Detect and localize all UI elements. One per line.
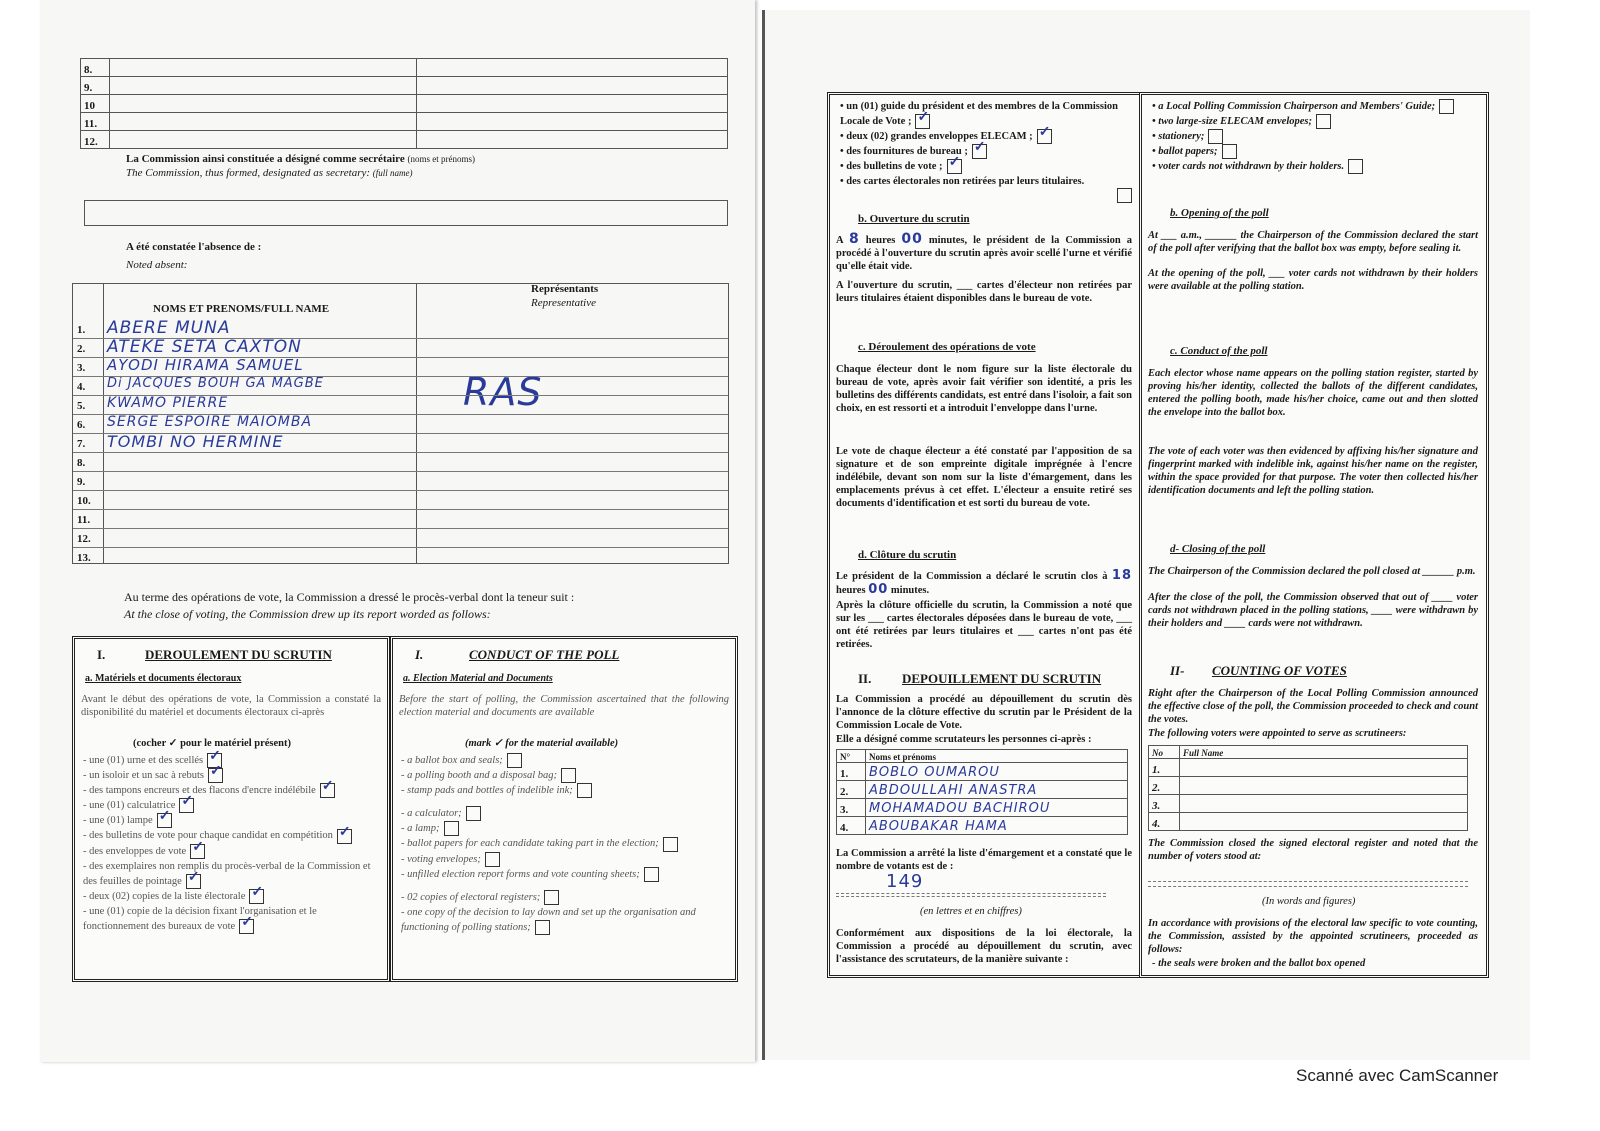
section-number: II.	[858, 671, 872, 686]
list-item: - deux (02) copies de la liste électorale✓	[83, 889, 379, 904]
list-item: - a lamp;	[401, 821, 727, 836]
scrutineer-name[interactable]	[1180, 795, 1468, 813]
words-hint: (In words and figures)	[1262, 896, 1356, 907]
list-item: - stamp pads and bottles of indelible ink;	[401, 783, 727, 798]
closing-paragraph-1: Le président de la Commission a déclaré le scrutin clos à 18 heures 00 minutes.	[836, 568, 1133, 597]
table-row: 11.	[73, 510, 728, 529]
absent-name: SERGE ESPOIRE MAIOMBA	[107, 414, 313, 430]
members-table-continuation	[80, 58, 728, 149]
checkbox[interactable]	[1222, 144, 1237, 159]
checkbox[interactable]	[1117, 188, 1132, 203]
list-item: - a calculator;	[401, 806, 727, 821]
materials-list-fr	[83, 753, 379, 934]
table-row: 1. BOBLO OUMAROU	[837, 763, 1128, 781]
conduct-paragraph-2: The vote of each voter was then evidenced by affixing his/her signature and fingerprint marked with indelible ink, against his/her name on the register, within the space provided for that purpose. The voter then collected his/her identification documents and left the polling station.	[1148, 446, 1478, 496]
subsection-d-title: d- Closing of the poll	[1170, 543, 1266, 555]
list-item: • des bulletins de vote ;✓	[840, 159, 1132, 174]
list-item: - des tampons encreurs et des flacons d'encre indélébile✓	[83, 783, 379, 798]
section-title: DEROULEMENT DU SCRUTIN	[145, 647, 332, 662]
materials-list-en-cont	[1152, 99, 1478, 174]
absent-table	[72, 283, 729, 564]
checkbox[interactable]	[1037, 129, 1052, 144]
checkbox[interactable]	[208, 768, 223, 783]
list-item: - une (01) urne et des scellés✓	[83, 753, 379, 768]
rep-annotation: RAS	[463, 370, 543, 414]
table-row: 4. Di JACQUES BOUH GA MAGBE	[73, 377, 728, 396]
absent-label-fr: A été constatée l'absence de :	[126, 241, 262, 253]
checkbox[interactable]	[663, 837, 678, 852]
table-row: 7. TOMBI NO HERMINE	[73, 434, 728, 453]
counting-paragraph-5: - the seals were broken and the ballot box opened	[1152, 958, 1366, 969]
list-item: • two large-size ELECAM envelopes;	[1152, 114, 1478, 129]
intro-paragraph: Avant le début des opérations de vote, la Commission a constaté la disponibilité du matériel et documents électoraux ci-après	[81, 694, 381, 718]
table-row: 4.	[1149, 813, 1468, 831]
opening-paragraph-2: A l'ouverture du scrutin, ___ cartes d'électeur non retirées par leurs titulaires étaient disponibles dans le bureau de vote.	[836, 280, 1132, 304]
list-item: • voter cards not withdrawn by their holders.	[1152, 159, 1478, 174]
checkbox[interactable]	[915, 114, 930, 129]
voters-count-field[interactable]	[836, 871, 1106, 894]
scrutineer-name: ABDOULLAHI ANASTRA	[866, 781, 1128, 799]
row-number: 11.	[81, 113, 110, 131]
table-row: 10.	[73, 491, 728, 510]
table-row: 8.	[73, 453, 728, 472]
list-item: • a Local Polling Commission Chairperson and Members' Guide;	[1152, 99, 1478, 114]
table-row: 4. ABOUBAKAR HAMA	[837, 817, 1128, 835]
checkbox[interactable]	[179, 798, 194, 813]
scrutineer-name[interactable]	[1180, 777, 1468, 795]
closing-paragraph-2: Après la clôture officielle du scrutin, la Commission a noté que sur les ___ cartes électorales déposées dans le bureau de vote, ___ ont été retirées par leurs titulaires et ___ cartes n'ont pas été retirées.	[836, 600, 1132, 650]
list-item: - unfilled election report forms and vote counting sheets;	[401, 867, 727, 882]
closing-hours: 18	[1111, 568, 1133, 583]
scrutineer-name: MOHAMADOU BACHIROU	[866, 799, 1128, 817]
table-row: 3.	[1149, 795, 1468, 813]
checkbox[interactable]	[485, 852, 500, 867]
opening-minutes: 00	[901, 231, 923, 247]
subsection-d-title: d. Clôture du scrutin	[858, 549, 957, 561]
secretary-field[interactable]	[84, 200, 728, 226]
opening-paragraph-1: At ___ a.m., ______ the Chairperson of the Commission declared the start of the poll after verifying that the ballot box was empty, before sealing it.	[1148, 230, 1478, 254]
conduct-paragraph-1: Chaque électeur dont le nom figure sur la liste électorale du bureau de vote, après avoir fait vérifier son identité, a pris les bulletins des différents candidats, est entré dans l'isoloir, a fait son choix, en est ressorti et a introduit l'enveloppe dans l'urne.	[836, 364, 1132, 414]
list-item: - des enveloppes de vote✓	[83, 844, 379, 859]
absent-name: Di JACQUES BOUH GA MAGBE	[107, 376, 324, 391]
voters-count-value: 149	[886, 871, 924, 892]
section-number: II-	[1170, 663, 1185, 678]
subsection-c-title: c. Déroulement des opérations de vote	[858, 341, 1036, 353]
en-column-box	[1139, 92, 1489, 978]
table-row: 3. MOHAMADOU BACHIROU	[837, 799, 1128, 817]
table-row: 6. SERGE ESPOIRE MAIOMBA	[73, 415, 728, 434]
closing-paragraph-1: The Chairperson of the Commission declared the poll closed at ______ p.m.	[1148, 566, 1476, 577]
checkbox[interactable]	[249, 889, 264, 904]
absent-name: KWAMO PIERRE	[107, 395, 229, 411]
list-item: - un isoloir et un sac à rebuts✓	[83, 768, 379, 783]
absent-name: AYODI HIRAMA SAMUEL	[107, 356, 304, 374]
table-row: 9.	[73, 472, 728, 491]
list-item: • des fournitures de bureau ;✓	[840, 144, 1132, 159]
checkbox[interactable]	[577, 783, 592, 798]
counting-paragraph-4: Conformément aux dispositions de la loi électorale, la Commission a procédé au dépouillement du scrutin, avec l'assistance des scrutateurs, de la manière suivante :	[836, 928, 1132, 965]
list-item: • des cartes électorales non retirées par leurs titulaires.	[840, 174, 1132, 189]
counting-paragraph-4: In accordance with provisions of the electoral law specific to vote counting, the Commission, assisted by the appointed scrutineers, proceeded as follows:	[1148, 918, 1478, 955]
subsection-b-title: b. Opening of the poll	[1170, 207, 1269, 219]
checkbox[interactable]	[561, 768, 576, 783]
intro-paragraph: Before the start of polling, the Commission ascertained that the following election material and documents are available	[399, 694, 729, 718]
voters-count-label: The Commission closed the signed electoral register and noted that the number of voters stood at:	[1148, 838, 1478, 862]
list-item: • deux (02) grandes enveloppes ELECAM ;✓	[840, 129, 1132, 144]
camscanner-watermark: Scanné avec CamScanner	[1296, 1066, 1499, 1085]
scrutineer-name: BOBLO OUMAROU	[866, 763, 1128, 781]
row-number: 10	[81, 95, 110, 113]
list-item: • ballot papers;	[1152, 144, 1478, 159]
counting-title-fr: DEPOUILLEMENT DU SCRUTIN	[902, 671, 1102, 686]
table-row: 2. ABDOULLAHI ANASTRA	[837, 781, 1128, 799]
right-page	[762, 10, 1530, 1060]
counting-paragraph-1: La Commission a procédé au dépouillement du scrutin dès l'annonce de la clôture effective du scrutin par le Président de la Commission Locale de Vote.	[836, 694, 1132, 731]
table-row: 1.	[1149, 759, 1468, 777]
checkbox[interactable]	[644, 867, 659, 882]
section-title: CONDUCT OF THE POLL	[469, 647, 620, 662]
conduct-en-box	[390, 636, 738, 982]
table-row: 12.	[73, 529, 728, 548]
list-item: - des bulletins de vote pour chaque candidat en compétition✓	[83, 828, 379, 843]
checkbox[interactable]	[1439, 99, 1454, 114]
absent-name: ABERE MUNA	[107, 318, 231, 338]
subsection-b-title: b. Ouverture du scrutin	[858, 213, 970, 225]
checkbox[interactable]	[337, 829, 352, 844]
checkbox[interactable]	[1208, 129, 1223, 144]
scrutineers-table-fr: N° Noms et prénoms 1. BOBLO OUMAROU 2. ABDOULLAHI ANASTRA 3. MOHAMADOU BACHIROU 4. ABOUBAKAR HAMA	[836, 749, 1128, 835]
col-header-representative-fr: Représentants	[531, 283, 599, 295]
checkbox[interactable]	[507, 753, 522, 768]
voters-count-label: La Commission a arrêté la liste d'émargement et a constaté que le nombre de votants est de :	[836, 848, 1132, 872]
row-number: 9.	[81, 77, 110, 95]
intro-en: At the close of voting, the Commission drew up its report worded as follows:	[124, 607, 491, 621]
absent-name: TOMBI NO HERMINE	[107, 432, 284, 451]
subsection-title: a. Election Material and Documents	[403, 673, 553, 684]
subsection-title: a. Matériels et documents électoraux	[85, 673, 242, 684]
counting-paragraph-2: The following voters were appointed to serve as scrutineers:	[1148, 728, 1407, 739]
list-item: - une (01) lampe✓	[83, 813, 379, 828]
list-item: - a polling booth and a disposal bag;	[401, 768, 727, 783]
conduct-paragraph-2: Le vote de chaque électeur a été constaté par l'apposition de sa signature et de son empreinte digitale imprégnée à l'encre indélébile, devant son nom sur la liste d'émargement, dans les emplacements prévus à cet effet. L'électeur a ensuite retiré ses documents d'identification et est sorti du bureau de vote.	[836, 446, 1132, 509]
opening-hours: 8	[849, 231, 860, 247]
checkbox[interactable]	[186, 874, 201, 889]
checkbox[interactable]	[157, 813, 172, 828]
voters-count-field[interactable]	[1148, 867, 1468, 882]
checkbox[interactable]	[535, 920, 550, 935]
list-item: - ballot papers for each candidate taking part in the election;	[401, 836, 727, 851]
list-item: • stationery;	[1152, 129, 1478, 144]
checkbox[interactable]	[947, 159, 962, 174]
table-row: 3. AYODI HIRAMA SAMUEL	[73, 358, 728, 377]
counting-paragraph-2: Elle a désigné comme scrutateurs les personnes ci-après :	[836, 734, 1092, 745]
conduct-fr-box	[72, 636, 390, 982]
checkbox[interactable]	[190, 844, 205, 859]
secretary-label-fr: La Commission ainsi constituée a désigné comme secrétaire (noms et prénoms)	[126, 153, 475, 165]
materials-list-en	[401, 753, 727, 935]
instruction: (mark ✓ for the material available)	[465, 738, 619, 749]
table-row: 5. KWAMO PIERRE	[73, 396, 728, 415]
row-number: 8.	[81, 59, 110, 77]
counting-title-en: COUNTING OF VOTES	[1212, 663, 1347, 678]
list-item: • un (01) guide du président et des membres de la Commission Locale de Vote ;✓	[840, 99, 1132, 129]
closing-paragraph-2: After the close of the poll, the Commission observed that out of ____ voter cards not withdrawn placed in the polling stations, ____ were withdrawn by their holders and ____ cards were not withdrawn.	[1148, 592, 1478, 629]
row-number: 12.	[81, 131, 110, 149]
list-item: - voting envelopes;	[401, 852, 727, 867]
scrutineer-name[interactable]	[1180, 813, 1468, 831]
table-row: 2. ATEKE SETA CAXTON	[73, 339, 728, 358]
intro-fr: Au terme des opérations de vote, la Commission a dressé le procès-verbal dont la teneur suit :	[124, 590, 575, 604]
checkbox[interactable]	[544, 890, 559, 905]
list-item: - une (01) calculatrice✓	[83, 798, 379, 813]
closing-minutes: 00	[868, 582, 889, 597]
checkbox[interactable]	[1316, 114, 1331, 129]
checkbox[interactable]	[444, 821, 459, 836]
checkbox[interactable]	[239, 919, 254, 934]
secretary-label-en: The Commission, thus formed, designated as secretary: (full name)	[126, 167, 413, 179]
opening-paragraph-1: A 8 heures 00 minutes, le président de la Commission a procédé à l'ouverture du scrutin après avoir scellé l'urne et vérifié qu'elle était vide.	[836, 231, 1133, 272]
checkbox[interactable]	[320, 783, 335, 798]
table-row: 2.	[1149, 777, 1468, 795]
opening-paragraph-2: At the opening of the poll, ___ voter cards not withdrawn by their holders were available at the polling station.	[1148, 268, 1478, 292]
section-number: I.	[415, 647, 424, 662]
absent-label-en: Noted absent:	[126, 259, 188, 271]
section-number: I.	[97, 647, 106, 662]
scrutineer-name: ABOUBAKAR HAMA	[866, 817, 1128, 835]
materials-list-fr-cont	[840, 99, 1132, 203]
list-item: - 02 copies of electoral registers;	[401, 890, 727, 905]
table-row: 13.	[77, 552, 91, 564]
instruction: (cocher ✓ pour le matériel présent)	[133, 738, 291, 749]
checkbox[interactable]	[1348, 159, 1363, 174]
checkbox[interactable]	[972, 144, 987, 159]
checkbox[interactable]	[466, 806, 481, 821]
table-row: 1. ABERE MUNA	[73, 320, 728, 339]
conduct-paragraph-1: Each elector whose name appears on the polling station register, started by proving his/her identity, collected the ballots of the different candidates, entered the polling booth, made his/her choice, came out and then slotted the envelope into the ballot box.	[1148, 368, 1478, 418]
fr-column-box	[827, 92, 1143, 978]
left-page	[40, 0, 755, 1062]
list-item: - une (01) copie de la décision fixant l'organisation et le fonctionnement des bureaux de vote✓	[83, 904, 379, 934]
absent-name: ATEKE SETA CAXTON	[107, 337, 302, 357]
scrutineer-name[interactable]	[1180, 759, 1468, 777]
subsection-c-title: c. Conduct of the poll	[1170, 345, 1268, 357]
list-item: - a ballot box and seals;	[401, 753, 727, 768]
words-hint: (en lettres et en chiffres)	[920, 906, 1022, 917]
counting-paragraph-1: Right after the Chairperson of the Local Polling Commission announced the effective close of the poll, the Commission proceeded to check and count the votes.	[1148, 688, 1478, 725]
list-item: - one copy of the decision to lay down and set up the organisation and functioning of polling stations;	[401, 905, 727, 935]
list-item: - des exemplaires non remplis du procès-verbal de la Commission et des feuilles de pointage✓	[83, 859, 379, 889]
col-header-full-name: NOMS ET PRENOMS/FULL NAME	[153, 303, 330, 315]
col-header-representative-en: Representative	[531, 297, 596, 309]
scrutineers-table-en: No Full Name 1. 2. 3. 4.	[1148, 745, 1468, 831]
